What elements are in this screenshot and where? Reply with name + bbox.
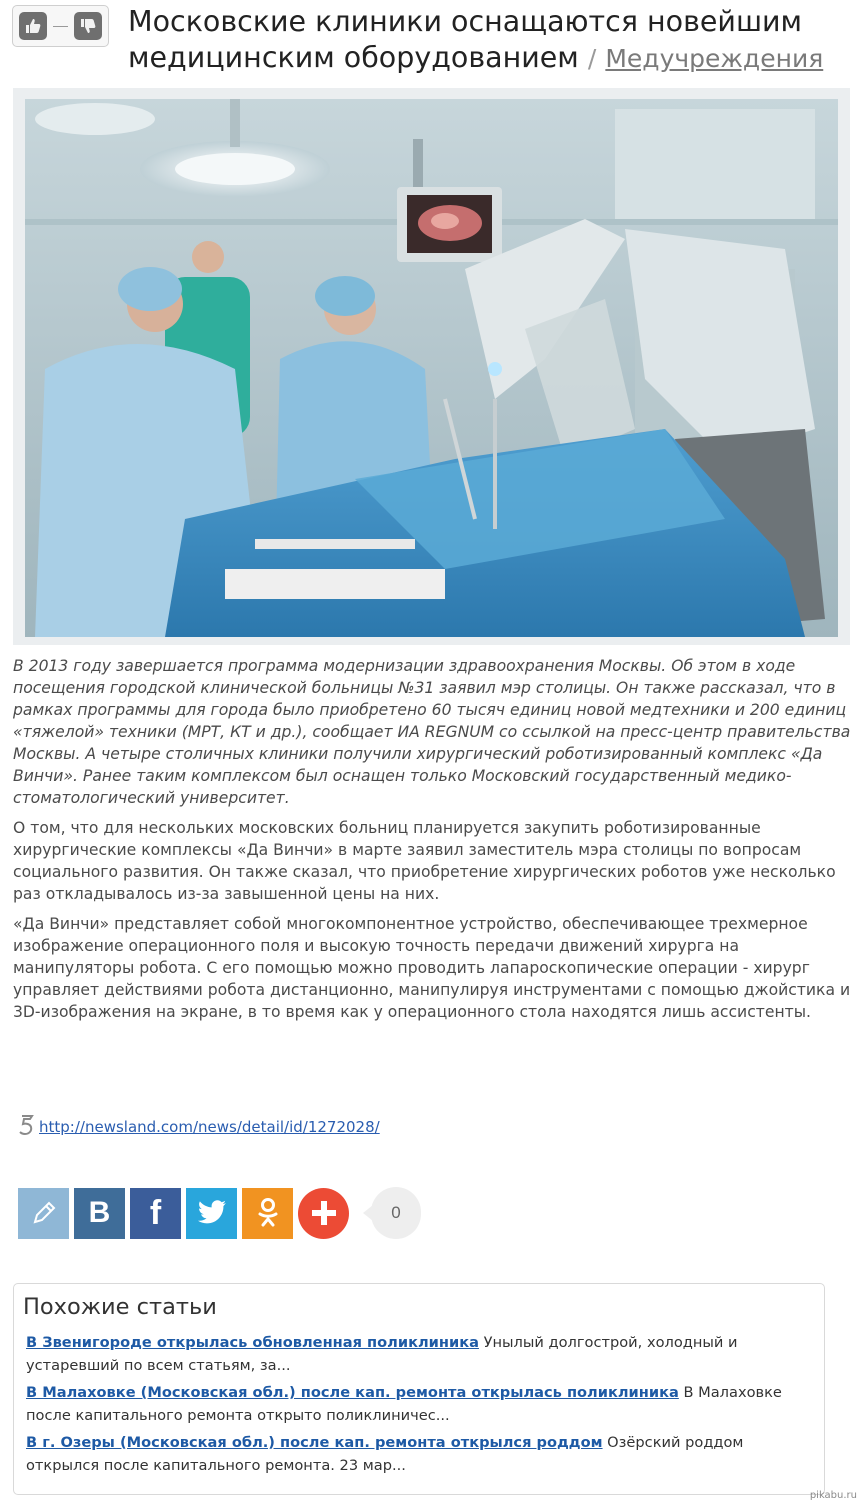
related-snippet: Озёрский роддом открылся после капитального ремонта. 23 мар... [26,1434,744,1474]
thumbs-down-icon[interactable] [74,12,102,40]
article-body [13,655,853,1031]
edit-share-button[interactable] [18,1188,69,1239]
vk-share-button[interactable]: B [74,1188,125,1239]
article-paragraph-2: О том, что для нескольких московских больниц планируется закупить роботизированные хирургические комплексы «Да Винчи» в марте заявил заместитель мэра столицы по вопросам социального развития. Он также сказал, что приобретение хирургических роботов уже несколько раз откладывалось из-за завышенной цены на них. [13,819,836,903]
vote-separator [53,26,68,27]
title-separator: / [587,44,597,73]
share-bar [18,1187,421,1239]
pencil-icon [30,1199,58,1227]
share-count: 0 [371,1187,421,1239]
related-snippet: В Малаховке после капитального ремонта открыто поликлиничес... [26,1384,782,1424]
vote-widget [12,5,109,47]
post-title [128,4,848,77]
thumbs-up-icon[interactable] [19,12,47,40]
related-link[interactable]: В Малаховке (Московская обл.) после кап. ремонта открылась поликлиника [26,1384,679,1401]
plus-icon [309,1198,339,1228]
source-link[interactable]: http://newsland.com/news/detail/id/1272028/ [39,1118,380,1136]
related-link[interactable]: В г. Озеры (Московская обл.) после кап. ремонта открылся роддом [26,1434,603,1451]
related-link[interactable]: В Звенигороде открылась обновленная поликлиника [26,1334,479,1351]
related-item [26,1381,816,1427]
facebook-share-button[interactable]: f [130,1188,181,1239]
related-item [26,1431,816,1477]
post-title-text: Московские клиники оснащаются новейшим медицинским оборудованием [128,5,803,74]
related-articles [13,1283,825,1495]
related-item [26,1331,816,1377]
watermark: pikabu.ru [809,1490,857,1501]
more-share-button[interactable] [298,1188,349,1239]
category-link[interactable]: Медучреждения [605,44,824,73]
related-heading: Похожие статьи [23,1294,217,1320]
photo-frame [13,88,850,645]
article-photo [25,99,838,637]
odnoklassniki-share-button[interactable] [242,1188,293,1239]
related-snippet: Унылый долгострой, холодный и устаревший по всем статьям, за... [26,1334,738,1374]
bird-icon [196,1199,228,1227]
ok-icon [256,1197,280,1229]
source-line [18,1114,380,1140]
article-paragraph-3: «Да Винчи» представляет собой многокомпонентное устройство, обеспечивающее трехмерное изображение операционного поля и высокую точность передачи движений хирурга на манипуляторы робота. С его помощью можно проводить лапароскопические операции - хирург управляет действиями робота дистанционно, манипулируя инструментами с помощью джойстика и 3D-изображения на экране, в то время как у операционного стола находятся лишь ассистенты. [13,915,851,1021]
newsland-icon [18,1114,36,1140]
article-paragraph-1: В 2013 году завершается программа модернизации здравоохранения Москвы. Об этом в ходе посещения городской клинической больницы №31 заявил мэр столицы. Он также рассказал, что в рамках программы для города было приобретено 60 тысяч единиц новой медтехники и 200 единиц «тяжелой» техники (МРТ, КТ и др.), сообщает ИА REGNUM со ссылкой на пресс-центр правительства Москвы. А четыре столичных клиники получили хирургический роботизированный комплекс «Да Винчи». Ранее таким комплексом был оснащен только Московский государственный медико-стоматологический университет. [13,657,851,807]
share-counter [363,1187,421,1239]
twitter-share-button[interactable] [186,1188,237,1239]
